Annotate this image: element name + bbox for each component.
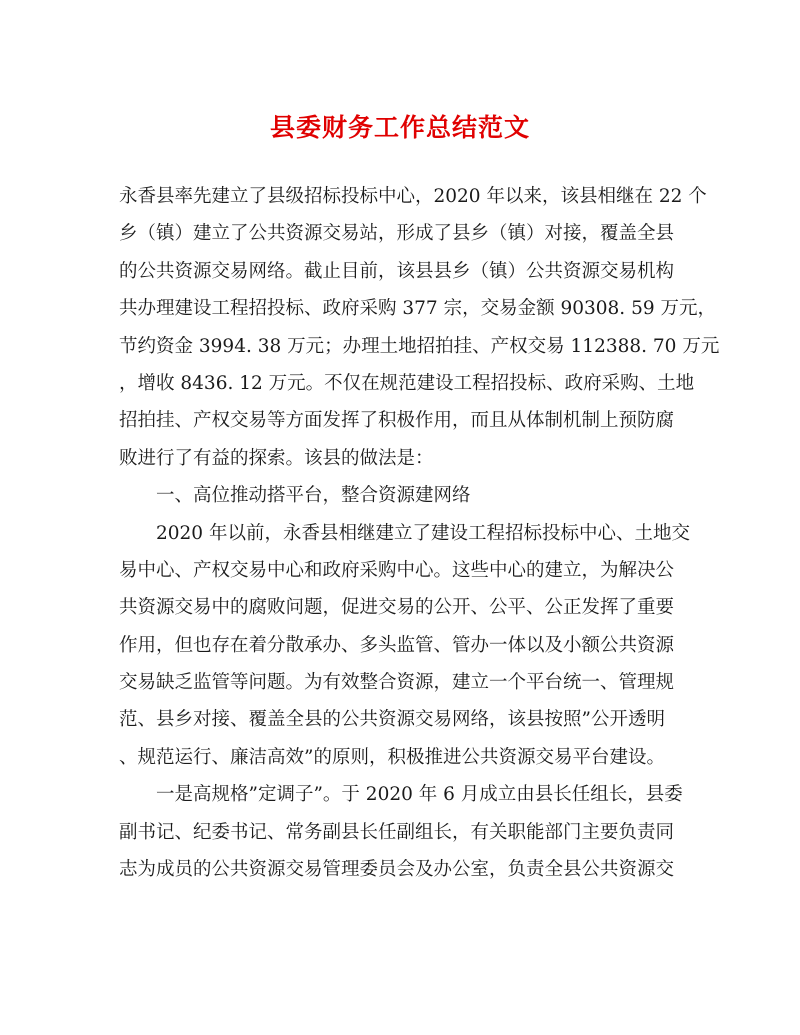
paragraph-line: 易中心、产权交易中心和政府采购中心。这些中心的建立，为解决公: [119, 559, 675, 581]
paragraph-line: 副书记、纪委书记、常务副县长任副组长，有关职能部门主要负责同: [119, 821, 675, 843]
paragraph-line: 范、县乡对接、覆盖全县的公共资源交易网络，该县按照”公开透明: [119, 709, 665, 731]
document-body: [119, 178, 720, 888]
paragraph-line: 交易缺乏监管等问题。为有效整合资源，建立一个平台统一、管理规: [119, 672, 675, 694]
paragraph-line: 节约资金 3994. 38 万元；办理土地招拍挂、产权交易 112388. 70 万元: [119, 335, 720, 357]
paragraph-line: 共办理建设工程招投标、政府采购 377 宗，交易金额 90308. 59 万元，: [119, 298, 716, 320]
paragraph-line: 永香县率先建立了县级招标投标中心，2020 年以来，该县相继在 22 个: [119, 186, 707, 207]
document-title: 县委财务工作总结范文: [269, 113, 530, 142]
paragraph-line: 的公共资源交易网络。截止目前，该县县乡（镇）公共资源交易机构: [119, 260, 675, 282]
paragraph-line: 乡（镇）建立了公共资源交易站，形成了县乡（镇）对接，覆盖全县: [119, 223, 675, 245]
paragraph-line: 作用，但也存在着分散承办、多头监管、管办一体以及小额公共资源: [119, 634, 675, 656]
paragraph-line: 招拍挂、产权交易等方面发挥了积极作用，而且从体制机制上预防腐: [119, 410, 675, 432]
paragraph-line: 败进行了有益的探索。该县的做法是：: [119, 447, 434, 469]
paragraph-first-line: 2020 年以前，永香县相继建立了建设工程招标投标中心、土地交: [156, 522, 690, 544]
paragraph-line: 、规范运行、廉洁高效”的原则，积极推进公共资源交易平台建设。: [119, 746, 665, 768]
paragraph-line: ，增收 8436. 12 万元。不仅在规范建设工程招投标、政府采购、土地: [119, 372, 695, 394]
paragraph-line: 共资源交易中的腐败问题，促进交易的公开、公平、公正发挥了重要: [119, 597, 675, 619]
paragraph-first-line: 一、高位推动搭平台，整合资源建网络: [156, 485, 471, 507]
paragraph-first-line: 一是高规格”定调子”。于 2020 年 6 月成立由县长任组长，县委: [156, 784, 683, 806]
paragraph-line: 志为成员的公共资源交易管理委员会及办公室，负责全县公共资源交: [119, 859, 675, 881]
